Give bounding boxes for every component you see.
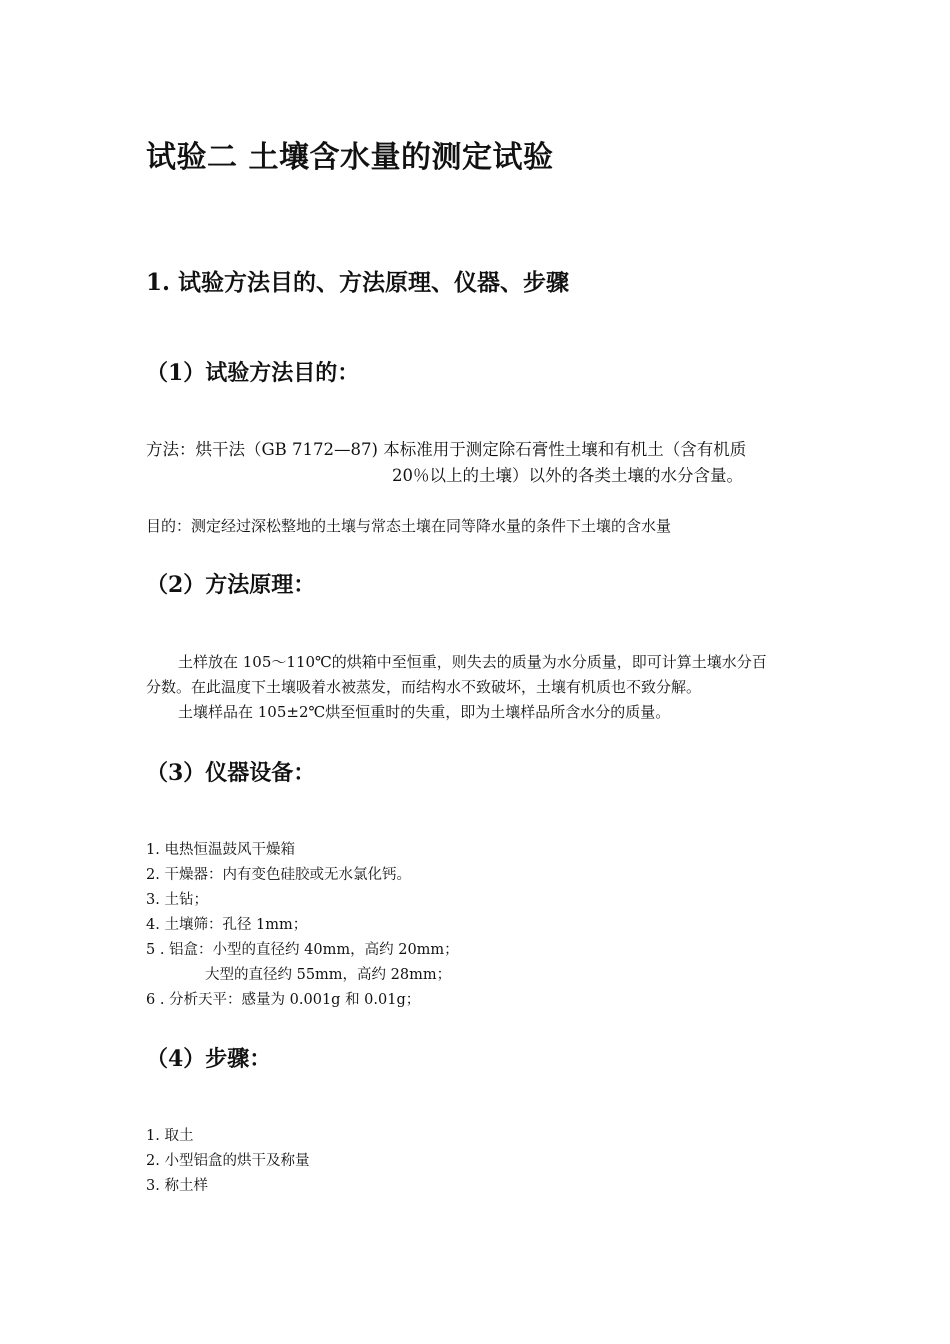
principle-para1-line2: 分数。在此温度下土壤吸着水被蒸发，而结构水不致破坏，土壤有机质也不致分解。 — [146, 678, 702, 696]
steps-heading: （4）步骤： — [146, 1046, 272, 1072]
equipment-heading: （3）仪器设备： — [146, 760, 316, 786]
equipment-item: 1. 电热恒温鼓风干燥箱 — [146, 842, 295, 858]
goal-text: 目的：测定经过深松整地的土壤与常态土壤在同等降水量的条件下土壤的含水量 — [146, 517, 672, 535]
equipment-item: 5 . 铝盒：小型的直径约 40mm，高约 20mm； — [146, 942, 459, 958]
method-line-1: 方法：烘干法（GB 7172—87) 本标准用于测定除石膏性土壤和有机土（含有机质 — [146, 440, 747, 459]
principle-heading: （2）方法原理： — [146, 572, 316, 598]
step-item: 2. 小型铝盒的烘干及称量 — [146, 1153, 310, 1169]
page-title: 试验二 土壤含水量的测定试验 — [146, 140, 554, 175]
principle-para2: 土壤样品在 105±2℃烘至恒重时的失重，即为土壤样品所含水分的质量。 — [178, 703, 671, 721]
step-item: 3. 称土样 — [146, 1178, 208, 1194]
equipment-item: 3. 土钻； — [146, 892, 208, 908]
equipment-item: 大型的直径约 55mm，高约 28mm； — [205, 967, 452, 983]
purpose-heading: （1）试验方法目的： — [146, 360, 360, 386]
equipment-item: 4. 土壤筛：孔径 1mm； — [146, 917, 308, 933]
step-item: 1. 取土 — [146, 1128, 194, 1144]
section-heading-1: 1. 试验方法目的、方法原理、仪器、步骤 — [146, 269, 570, 296]
equipment-item: 6 . 分析天平：感量为 0.001g 和 0.01g； — [146, 992, 421, 1008]
principle-para1-line1: 土样放在 105～110℃的烘箱中至恒重，则失去的质量为水分质量，即可计算土壤水分百 — [178, 653, 767, 671]
equipment-item: 2. 干燥器：内有变色硅胶或无水氯化钙。 — [146, 867, 411, 883]
method-line-2: 20％以上的土壤）以外的各类土壤的水分含量。 — [392, 466, 743, 485]
